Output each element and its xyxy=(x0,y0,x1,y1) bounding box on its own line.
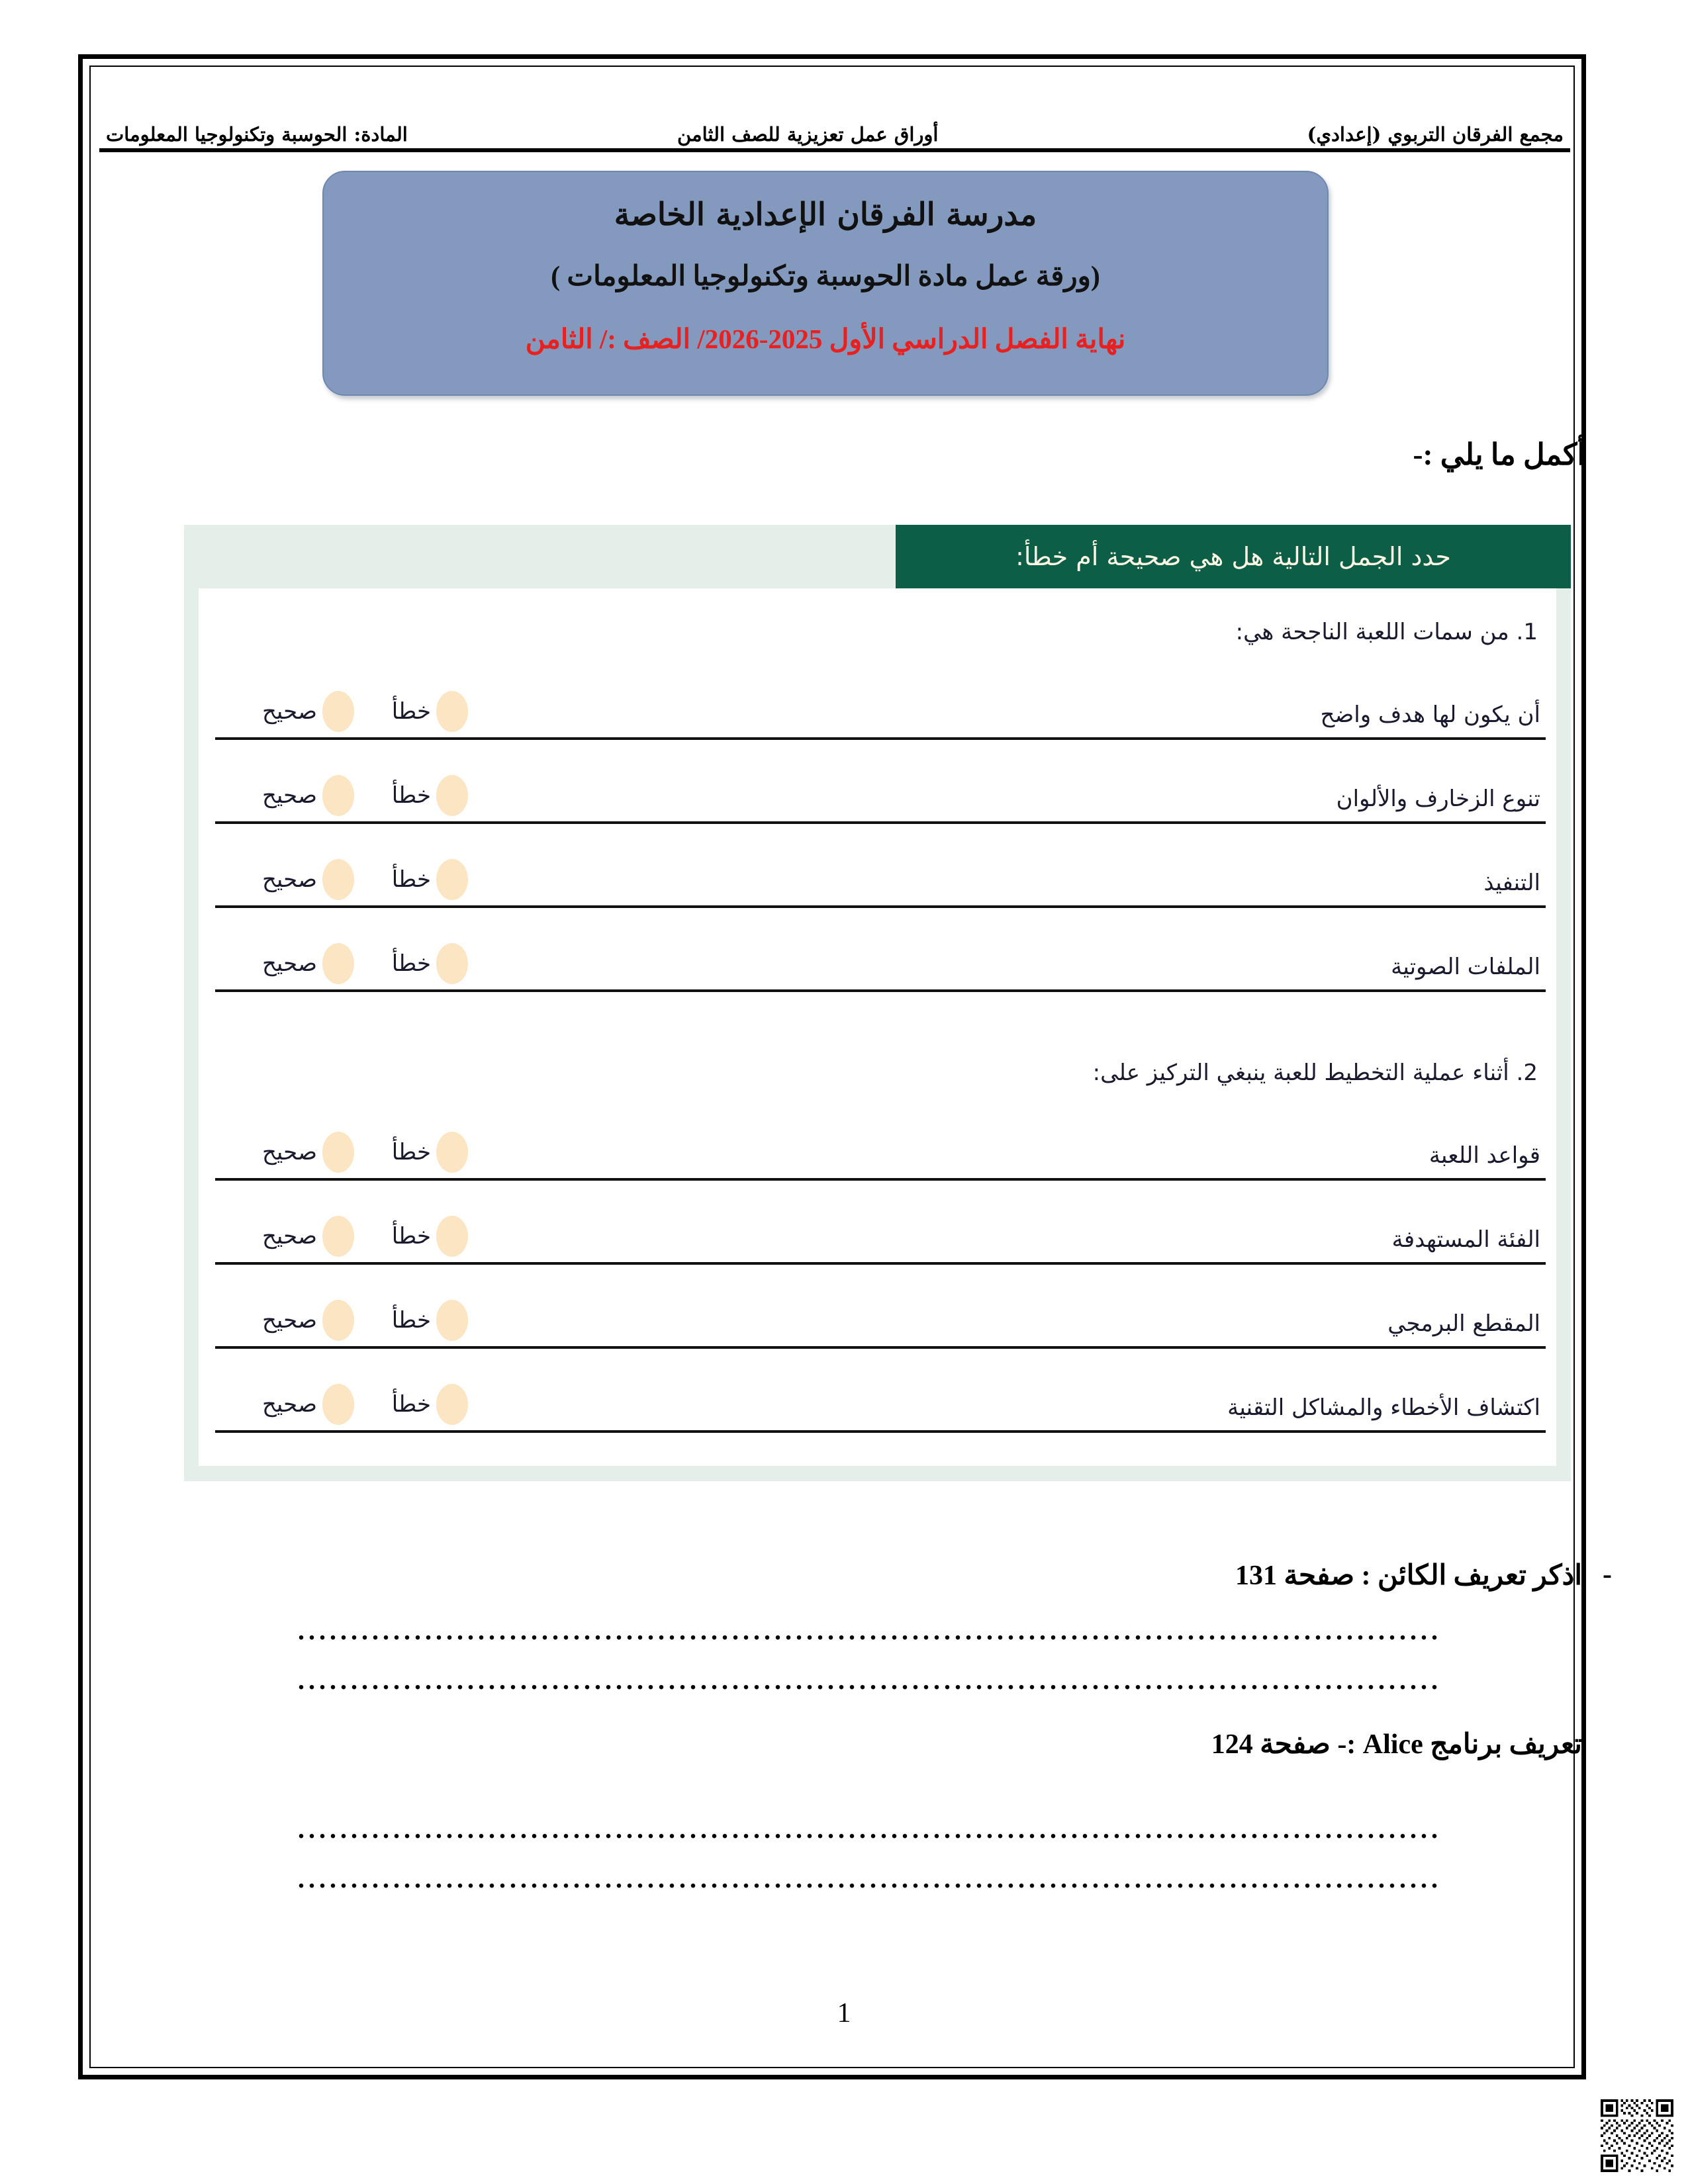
option-true-label: صحيح xyxy=(261,1139,317,1165)
instruction-heading: أكمل ما يلي :- xyxy=(1413,438,1585,471)
answer-line-2b[interactable]: ............................................................................................................ xyxy=(298,1864,1442,1893)
header-subject: المادة: الحوسبة وتكنولوجيا المعلومات xyxy=(106,123,408,146)
radio-circle-icon[interactable] xyxy=(322,775,354,816)
open-question-2: تعريف برنامج Alice :- صفحة 124 xyxy=(1211,1729,1582,1760)
option-group xyxy=(222,1300,468,1341)
radio-circle-icon[interactable] xyxy=(436,859,468,900)
statement-text: قواعد اللعبة xyxy=(1429,1142,1540,1169)
option-false-label: خطأ xyxy=(391,698,431,725)
answer-line-1a[interactable]: ............................................................................................................ xyxy=(298,1615,1442,1645)
question-2-rows xyxy=(215,1097,1546,1433)
school-name: مدرسة الفرقان الإعدادية الخاصة xyxy=(614,197,1037,233)
page-number: 1 xyxy=(837,1998,851,2028)
qr-code-icon xyxy=(1601,2099,1673,2172)
option-false-label: خطأ xyxy=(391,1139,431,1165)
statement-text: الفئة المستهدفة xyxy=(1391,1226,1540,1253)
table-row xyxy=(215,824,1546,908)
option-group xyxy=(222,691,468,732)
option-false-label: خطأ xyxy=(391,1307,431,1334)
bullet-dash-1: - xyxy=(1603,1559,1612,1590)
statement-text: التنفيذ xyxy=(1483,870,1540,896)
radio-circle-icon[interactable] xyxy=(322,859,354,900)
option-false-label: خطأ xyxy=(391,866,431,893)
option-false[interactable] xyxy=(365,775,468,816)
radio-circle-icon[interactable] xyxy=(322,691,354,732)
option-false[interactable] xyxy=(365,859,468,900)
option-false[interactable] xyxy=(365,943,468,984)
quiz-banner xyxy=(896,525,1571,588)
question-2-title: 2. أثناء عملية التخطيط للعبة ينبغي التركيز على: xyxy=(1092,1060,1538,1086)
radio-circle-icon[interactable] xyxy=(436,1132,468,1173)
table-row xyxy=(215,908,1546,992)
option-true[interactable] xyxy=(232,1300,354,1341)
statement-text: أن يكون لها هدف واضح xyxy=(1320,702,1540,728)
radio-circle-icon[interactable] xyxy=(322,1216,354,1257)
quiz-card-body xyxy=(199,588,1556,1466)
option-false-label: خطأ xyxy=(391,782,431,809)
answer-line-1b[interactable]: ............................................................................................................ xyxy=(298,1665,1442,1695)
radio-circle-icon[interactable] xyxy=(436,775,468,816)
radio-circle-icon[interactable] xyxy=(436,1216,468,1257)
option-false[interactable] xyxy=(365,1384,468,1425)
option-false[interactable] xyxy=(365,1132,468,1173)
option-true[interactable] xyxy=(232,1132,354,1173)
option-true[interactable] xyxy=(232,859,354,900)
radio-circle-icon[interactable] xyxy=(436,691,468,732)
option-true-label: صحيح xyxy=(261,866,317,893)
option-true-label: صحيح xyxy=(261,1391,317,1418)
option-true-label: صحيح xyxy=(261,1223,317,1250)
option-group xyxy=(222,775,468,816)
option-false-label: خطأ xyxy=(391,1391,431,1418)
option-false[interactable] xyxy=(365,1216,468,1257)
option-group xyxy=(222,943,468,984)
statement-text: الملفات الصوتية xyxy=(1391,954,1540,980)
option-true[interactable] xyxy=(232,775,354,816)
statement-text: تنوع الزخارف والألوان xyxy=(1336,786,1540,812)
question-group-2 xyxy=(215,1060,1546,1433)
option-true[interactable] xyxy=(232,1384,354,1425)
option-false[interactable] xyxy=(365,1300,468,1341)
radio-circle-icon[interactable] xyxy=(436,1384,468,1425)
table-row xyxy=(215,1265,1546,1349)
statement-text: اكتشاف الأخطاء والمشاكل التقنية xyxy=(1227,1394,1540,1421)
option-false-label: خطأ xyxy=(391,950,431,977)
open-question-1: اذكر تعريف الكائن : صفحة 131 xyxy=(1235,1561,1582,1591)
table-row xyxy=(215,1181,1546,1265)
header-institution: مجمع الفرقان التربوي (إعدادي) xyxy=(1307,123,1564,146)
option-false-label: خطأ xyxy=(391,1223,431,1250)
table-row xyxy=(215,656,1546,740)
radio-circle-icon[interactable] xyxy=(322,1384,354,1425)
radio-circle-icon[interactable] xyxy=(322,1300,354,1341)
radio-circle-icon[interactable] xyxy=(322,1132,354,1173)
term-and-grade: نهاية الفصل الدراسي الأول 2025-2026/ الصف :/ الثامن xyxy=(525,323,1126,354)
option-false[interactable] xyxy=(365,691,468,732)
quiz-banner-label: حدد الجمل التالية هل هي صحيحة أم خطأ: xyxy=(1015,542,1451,571)
radio-circle-icon[interactable] xyxy=(322,943,354,984)
option-group xyxy=(222,1216,468,1257)
worksheet-subtitle: (ورقة عمل مادة الحوسبة وتكنولوجيا المعلومات ) xyxy=(551,261,1100,292)
option-true[interactable] xyxy=(232,943,354,984)
option-group xyxy=(222,859,468,900)
statement-text: المقطع البرمجي xyxy=(1387,1310,1540,1337)
question-group-1 xyxy=(215,619,1546,992)
table-row xyxy=(215,1097,1546,1181)
document-header xyxy=(99,98,1570,152)
radio-circle-icon[interactable] xyxy=(436,1300,468,1341)
option-group xyxy=(222,1132,468,1173)
question-1-title: 1. من سمات اللعبة الناجحة هي: xyxy=(1235,619,1538,645)
option-true-label: صحيح xyxy=(261,782,317,809)
question-1-rows xyxy=(215,656,1546,992)
option-true[interactable] xyxy=(232,691,354,732)
header-worksheet-kind: أوراق عمل تعزيزية للصف الثامن xyxy=(677,123,939,146)
title-box xyxy=(322,171,1329,396)
radio-circle-icon[interactable] xyxy=(436,943,468,984)
option-true[interactable] xyxy=(232,1216,354,1257)
quiz-card xyxy=(184,525,1571,1481)
answer-line-2a[interactable]: ............................................................................................................ xyxy=(298,1814,1442,1844)
option-true-label: صحيح xyxy=(261,698,317,725)
option-group xyxy=(222,1384,468,1425)
option-true-label: صحيح xyxy=(261,950,317,977)
option-true-label: صحيح xyxy=(261,1307,317,1334)
table-row xyxy=(215,1349,1546,1433)
table-row xyxy=(215,740,1546,824)
